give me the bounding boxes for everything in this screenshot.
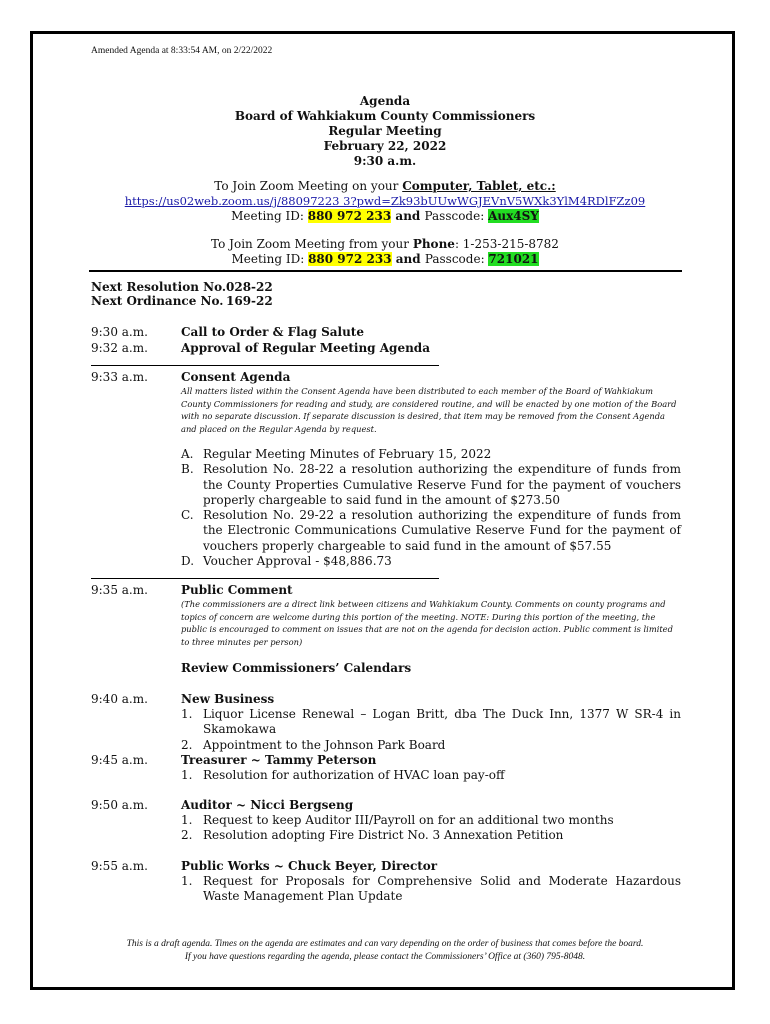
zoom-meeting-id-line: Meeting ID: 880 972 233 and Passcode: Aux4SY: [231, 209, 539, 223]
public-works-time: 9:55 a.m.: [91, 859, 148, 873]
resolution-label: Next Resolution No.: [91, 280, 227, 294]
section-divider: [91, 365, 439, 366]
zoom-computer-line: To Join Zoom Meeting on your Computer, Tablet, etc.:: [214, 179, 556, 193]
list-item: 1. Resolution for authorization of HVAC loan pay-off: [181, 768, 505, 782]
meeting-id: 880 972 233: [307, 209, 392, 223]
board-name: Board of Wahkiakum County Commissioners: [234, 109, 536, 123]
consent-time: 9:33 a.m.: [91, 370, 148, 384]
header-divider: [89, 270, 682, 272]
passcode-phone: 721021: [488, 252, 539, 266]
treasurer-time: 9:45 a.m.: [91, 753, 148, 767]
ordinance-label: Next Ordinance No.: [91, 294, 224, 308]
auditor-title: Auditor ~ Nicci Bergseng: [181, 798, 354, 812]
resolution-number: 028-22: [226, 280, 273, 294]
passcode-computer: Aux4SY: [488, 209, 539, 223]
zoom-meeting-link[interactable]: https://us02web.zoom.us/j/88097223 3?pwd=Zk93bUUwWGJEVnV5WXk3YlM4RDlFZz09: [124, 194, 646, 208]
call-title: Call to Order & Flag Salute: [181, 325, 364, 339]
auditor-items: [181, 813, 681, 844]
phone-number: : 1-253-215-8782: [454, 237, 559, 251]
agenda-heading: Agenda: [359, 94, 411, 108]
call-time: 9:30 a.m.: [91, 325, 148, 339]
public-comment-description: (The commissioners are a direct link between citizens and Wahkiakum County. Comments on county programs and topics of concern are welcome during this portion of the meeting. NOTE: During this portion of the meeting, the public is encouraged to comment on issues that are not on the agenda for decision action. Public comment is limited to three minutes per person): [181, 599, 673, 647]
list-item: D. Voucher Approval - $48,886.73: [181, 554, 392, 569]
meeting-type: Regular Meeting: [328, 124, 442, 138]
list-item: C. Resolution No. 29-22 a resolution authorizing the expenditure of funds from the Electronic Communications Cumulative Reserve Fund for the payment of vouchers properly chargeable to said fund in the amount of $57.55: [181, 508, 681, 553]
consent-description: All matters listed within the Consent Agenda have been distributed to each member of the Board of Wahkiakum County Commissioners for reading and study, are considered routine, and will be enacted by one motion of the Board with no separate discussion. If separate discussion is desired, that item may be removed from the Consent Agenda and placed on the Regular Agenda by request.: [181, 386, 677, 434]
approval-title: Approval of Regular Meeting Agenda: [181, 341, 430, 355]
public-works-title: Public Works ~ Chuck Beyer, Director: [181, 859, 438, 873]
public-comment-title: Public Comment: [181, 583, 293, 597]
new-business-title: New Business: [181, 692, 275, 706]
list-item: A. Regular Meeting Minutes of February 15, 2022: [181, 447, 492, 461]
list-item: 2. Resolution adopting Fire District No. 3 Annexation Petition: [181, 828, 564, 843]
new-business-time: 9:40 a.m.: [91, 692, 148, 706]
consent-items: [181, 447, 681, 569]
approval-time: 9:32 a.m.: [91, 341, 148, 355]
list-item: 1. Request for Proposals for Comprehensive Solid and Moderate Hazardous Waste Management Plan Update: [181, 874, 681, 904]
list-item: 1. Request to keep Auditor III/Payroll on for an additional two months: [181, 813, 614, 827]
meeting-date: February 22, 2022: [323, 139, 447, 153]
zoom-phone-line: To Join Zoom Meeting from your Phone: 1-253-215-8782: [211, 237, 559, 251]
contact-note: If you have questions regarding the agenda, please contact the Commissioners’ Office at (360) 795-8048.: [184, 952, 586, 962]
ordinance-number: 169-22: [226, 294, 273, 308]
zoom-link-line: [0, 194, 770, 209]
public-comment-time: 9:35 a.m.: [91, 583, 148, 597]
draft-disclaimer: This is a draft agenda. Times on the agenda are estimates and can vary depending on the order of business that comes before the board.: [126, 939, 644, 949]
new-business-items: [181, 707, 681, 753]
list-item: 1. Liquor License Renewal – Logan Britt, dba The Duck Inn, 1377 W SR-4 in Skamokawa: [181, 707, 681, 737]
calendars-title: Review Commissioners’ Calendars: [181, 661, 412, 675]
auditor-time: 9:50 a.m.: [91, 798, 148, 812]
zoom-phone-id-line: Meeting ID: 880 972 233 and Passcode: 721021: [231, 252, 539, 266]
meeting-time: 9:30 a.m.: [353, 154, 417, 168]
amended-stamp: Amended Agenda at 8:33:54 AM, on 2/22/2022: [91, 46, 273, 56]
computer-device-label: Computer, Tablet, etc.:: [402, 179, 556, 193]
consent-title: Consent Agenda: [181, 370, 291, 384]
public-works-items: [181, 874, 681, 905]
list-item: 2. Appointment to the Johnson Park Board: [181, 737, 446, 752]
section-divider: [91, 578, 439, 579]
meeting-id-phone: 880 972 233: [308, 252, 392, 266]
treasurer-title: Treasurer ~ Tammy Peterson: [181, 753, 377, 767]
list-item: B. Resolution No. 28-22 a resolution authorizing the expenditure of funds from the County Properties Cumulative Reserve Fund for the payment of vouchers properly chargeable to said fund in the amount of $273.50: [181, 462, 681, 507]
treasurer-items: [181, 768, 681, 783]
